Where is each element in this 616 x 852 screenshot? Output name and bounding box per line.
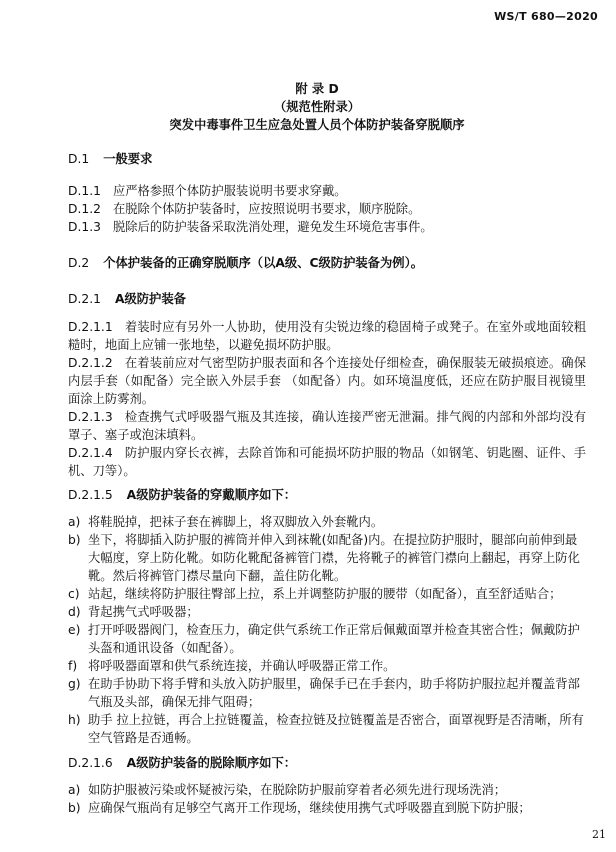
- list-item: [68, 675, 586, 711]
- section-title: 一般要求: [103, 152, 153, 166]
- list-text: 背起携气式呼吸器；: [88, 605, 199, 619]
- list-item: [68, 621, 586, 657]
- clause-text: 在着装前应对气密型防护服表面和各个连接处仔细检查，确保服装无破损痕迹。确保内层手套（如配备）完全嵌入外层手套 （如配备）内。如环境温度低，还应在防护服目视镜里面涂上防雾剂。: [68, 356, 586, 406]
- section-d1-heading: [68, 150, 586, 168]
- section-number: D.2.1.5: [68, 488, 113, 502]
- appendix-type: （规范性附录）: [273, 100, 361, 114]
- section-number: D.1: [68, 152, 90, 166]
- clause-number: D.1.1: [68, 184, 101, 198]
- clause-text: 脱除后的防护装备采取洗消处理，避免发生环境危害事件。: [112, 220, 433, 234]
- list-label: b): [68, 533, 81, 547]
- list-label: b): [68, 801, 81, 815]
- list-label: h): [68, 713, 81, 727]
- clause-d2-1-4: [68, 444, 586, 480]
- list-text: 坐下，将脚插入防护服的裤筒并伸入到袜靴(如配备)内。在提拉防护服时，腿部向前伸到最大幅度，穿上防化靴。如防化靴配备裤管门襟，先将靴子的裤管门襟向上翻起，再穿上防化靴。然后将裤管门襟尽量向下翻，盖住防化靴。: [88, 533, 580, 583]
- list-text: 将呼吸器面罩和供气系统连接，并确认呼吸器正常工作。: [88, 659, 396, 673]
- list-label: c): [68, 587, 80, 601]
- list-text: 打开呼吸器阀门，检查压力，确定供气系统工作正常后佩戴面罩并检查其密合性；佩戴防护头盔和通讯设备（如配备）。: [88, 623, 580, 655]
- list-item: [68, 513, 586, 531]
- page-number: 21: [592, 828, 606, 841]
- clause-text: 应严格参照个体防护服装说明书要求穿戴。: [112, 184, 347, 198]
- standard-number: WS/T 680—2020: [494, 10, 598, 23]
- section-number: D.2.1: [68, 292, 101, 306]
- list-item: [68, 657, 586, 675]
- list-label: d): [68, 605, 81, 619]
- list-item: [68, 585, 586, 603]
- section-title: 个体护装备的正确穿脱顺序（以A级、C级防护装备为例）。: [103, 256, 424, 270]
- section-d2-heading: [68, 254, 586, 272]
- section-title: A级防护装备的脱除顺序如下：: [126, 756, 297, 770]
- clause-number: D.2.1.2: [68, 356, 113, 370]
- list-label: f): [68, 659, 78, 673]
- list-item: [68, 603, 586, 621]
- clause-text: 在脱除个体防护装备时，应按照说明书要求，顺序脱除。: [112, 202, 421, 216]
- list-text: 应确保气瓶尚有足够空气离开工作现场，继续使用携气式呼吸器直到脱下防护服；: [88, 801, 531, 815]
- appendix-title: 突发中毒事件卫生应急处置人员个体防护装备穿脱顺序: [169, 118, 465, 132]
- clause-number: D.2.1.3: [68, 410, 113, 424]
- list-item: [68, 711, 586, 747]
- list-text: 将鞋脱掉，把袜子套在裤脚上，将双脚放入外套靴内。: [88, 515, 384, 529]
- list-text: 如防护服被污染或怀疑被污染，在脱除防护服前穿着者必须先进行现场洗消；: [88, 783, 507, 797]
- list-label: e): [68, 623, 81, 637]
- list-text: 在助手协助下将手臂和头放入防护服里，确保手已在手套内，助手将防护服拉起并覆盖背部气瓶及头部，确保无排气阻碍；: [88, 677, 580, 709]
- section-title: A级防护装备: [114, 292, 186, 306]
- clause-d1-3: [68, 218, 586, 236]
- section-title: A级防护装备的穿戴顺序如下：: [126, 488, 297, 502]
- section-d2-1-heading: [68, 290, 586, 308]
- list-item: [68, 781, 586, 799]
- clause-number: D.2.1.4: [68, 446, 113, 460]
- list-item: [68, 531, 586, 585]
- section-d2-1-5-heading: [68, 486, 586, 504]
- list-item: [68, 799, 586, 817]
- list-text: 站起，继续将防护服往臀部上拉，系上并调整防护服的腰带（如配备），直至舒适贴合；: [88, 587, 562, 601]
- clause-number: D.2.1.1: [68, 320, 113, 334]
- section-number: D.2.1.6: [68, 756, 113, 770]
- clause-d2-1-3: [68, 408, 586, 444]
- section-d2-1-6-heading: [68, 754, 586, 772]
- list-text: 助手 拉上拉链，再合上拉链覆盖，检查拉链及拉链覆盖是否密合，面罩视野是否清晰，所有空气管路是否通畅。: [88, 713, 584, 745]
- list-label: g): [68, 677, 81, 691]
- clause-text: 着装时应有另外一人协助，使用没有尖锐边缘的稳固椅子或凳子。在室外或地面较粗糙时，地面上应铺一张地垫，以避免损坏防护服。: [68, 320, 586, 352]
- clause-number: D.1.3: [68, 220, 101, 234]
- clause-d1-1: [68, 182, 586, 200]
- clause-text: 检查携气式呼吸器气瓶及其连接，确认连接严密无泄漏。排气阀的内部和外部均没有罩子、塞子或泡沫填料。: [68, 410, 586, 442]
- list-label: a): [68, 783, 81, 797]
- clause-number: D.1.2: [68, 202, 101, 216]
- clause-d2-1-1: [68, 318, 586, 354]
- clause-d1-2: [68, 200, 586, 218]
- clause-text: 防护服内穿长衣裤，去除首饰和可能损坏防护服的物品（如钢笔、钥匙圈、证件、手机、刀等）。: [68, 446, 586, 478]
- clause-d2-1-2: [68, 354, 586, 408]
- appendix-label: 附 录 D: [295, 82, 339, 96]
- list-label: a): [68, 515, 81, 529]
- section-number: D.2: [68, 256, 90, 270]
